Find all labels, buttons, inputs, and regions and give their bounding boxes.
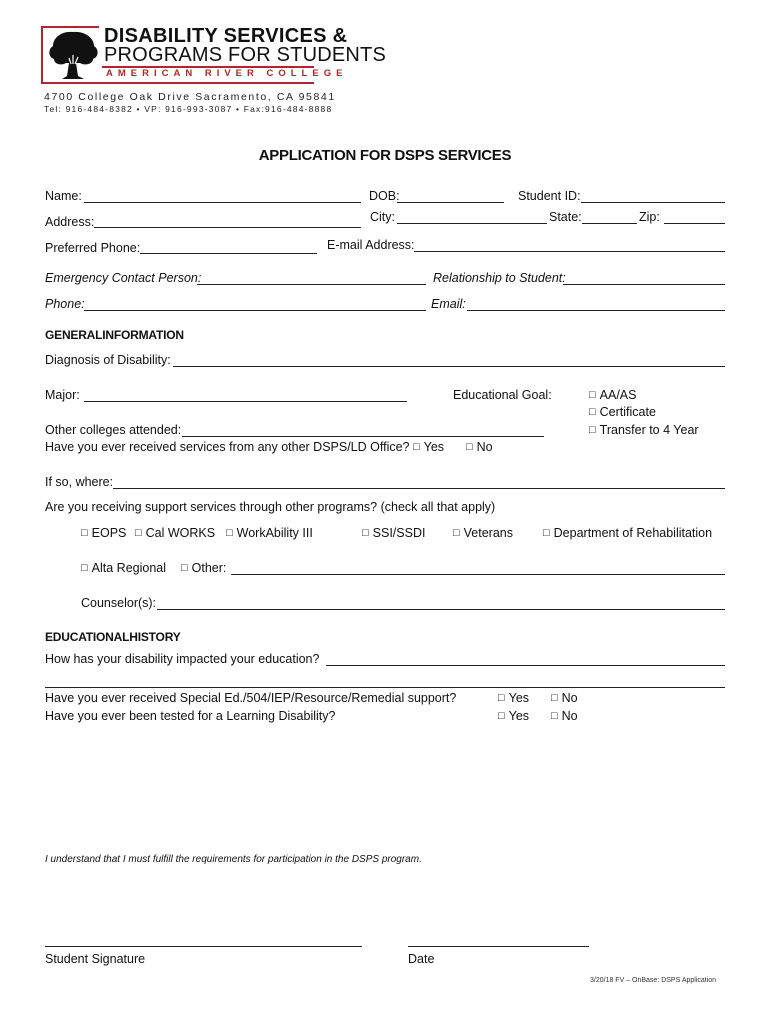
email-label: Email: <box>431 297 466 311</box>
college-contact: Tel: 916-484-8382 • VP: 916-993-3087 • Fax:916-484-8888 <box>44 104 333 114</box>
diagnosis-field[interactable] <box>173 366 725 367</box>
zip-field[interactable] <box>664 223 725 224</box>
program-veterans-checkbox[interactable]: □ Veterans <box>453 526 513 542</box>
name-field[interactable] <box>84 202 361 203</box>
if-so-where-label: If so, where: <box>45 475 114 489</box>
other-dsps-question: Have you ever received services from any other DSPS/LD Office? <box>45 440 410 454</box>
student-id-field[interactable] <box>581 202 725 203</box>
emergency-contact-label: Emergency Contact Person: <box>45 271 202 285</box>
ld-tested-no-checkbox[interactable]: □ No <box>551 709 578 725</box>
other-colleges-field[interactable] <box>182 436 544 437</box>
state-label: State: <box>549 210 582 224</box>
student-id-label: Student ID: <box>518 189 581 203</box>
college-name: AMERICAN RIVER COLLEGE <box>106 68 348 79</box>
program-alta-regional-checkbox[interactable]: □ Alta Regional <box>81 561 166 577</box>
state-field[interactable] <box>582 223 637 224</box>
program-calworks-checkbox[interactable]: □ Cal WORKS <box>135 526 215 542</box>
impact-question: How has your disability impacted your education? <box>45 652 320 666</box>
other-colleges-label: Other colleges attended: <box>45 423 182 437</box>
email-field[interactable] <box>467 310 725 311</box>
dob-label: DOB: <box>369 189 400 203</box>
other-dsps-no-checkbox[interactable]: □ No <box>466 440 493 456</box>
diagnosis-label: Diagnosis of Disability: <box>45 353 171 367</box>
goal-option-aa-as[interactable]: □ AA/AS <box>589 388 636 404</box>
college-address: 4700 College Oak Drive Sacramento, CA 95841 <box>44 91 336 103</box>
preferred-phone-label: Preferred Phone: <box>45 241 141 255</box>
impact-field-line2[interactable] <box>45 687 725 688</box>
org-name-line1: DISABILITY SERVICES & <box>104 25 348 47</box>
tree-icon <box>45 28 101 82</box>
dob-field[interactable] <box>397 202 504 203</box>
counselors-label: Counselor(s): <box>81 596 157 610</box>
address-label: Address: <box>45 215 95 229</box>
counselors-field[interactable] <box>157 609 725 610</box>
goal-option-certificate[interactable]: □ Certificate <box>589 405 656 421</box>
footer-note: 3/20/18 FV – OnBase: DSPS Application <box>590 977 717 984</box>
agreement-statement: I understand that I must fulfill the requirements for participation in the DSPS program. <box>45 854 422 865</box>
support-programs-question: Are you receiving support services through other programs? (check all that apply) <box>45 500 496 514</box>
preferred-phone-field[interactable] <box>140 253 317 254</box>
special-ed-question: Have you ever received Special Ed./504/IEP/Resource/Remedial support? <box>45 691 457 705</box>
program-workability-checkbox[interactable]: □ WorkAbility III <box>226 526 313 542</box>
student-signature-label: Student Signature <box>45 952 146 966</box>
date-label: Date <box>408 952 435 966</box>
educational-history-heading: EDUCATIONALHISTORY <box>45 630 181 644</box>
relationship-field[interactable] <box>563 284 725 285</box>
program-ssi-ssdi-checkbox[interactable]: □ SSI/SSDI <box>362 526 425 542</box>
page-title: APPLICATION FOR DSPS SERVICES <box>258 147 512 164</box>
city-field[interactable] <box>397 223 547 224</box>
date-field[interactable] <box>408 946 589 947</box>
emergency-contact-field[interactable] <box>197 284 426 285</box>
program-rehabilitation-checkbox[interactable]: □ Department of Rehabilitation <box>543 526 712 542</box>
org-name-line2: PROGRAMS FOR STUDENTS <box>104 44 386 66</box>
name-label: Name: <box>45 189 82 203</box>
major-label: Major: <box>45 388 80 402</box>
header-rule-bottom <box>43 82 314 84</box>
if-so-where-field[interactable] <box>113 488 725 489</box>
general-information-heading: GENERALINFORMATION <box>45 328 184 342</box>
program-other-checkbox[interactable]: □ Other: <box>181 561 226 577</box>
relationship-label: Relationship to Student: <box>433 271 566 285</box>
program-eops-checkbox[interactable]: □ EOPS <box>81 526 126 542</box>
other-dsps-yes-checkbox[interactable]: □ Yes <box>413 440 444 456</box>
city-label: City: <box>370 210 395 224</box>
student-signature-field[interactable] <box>45 946 362 947</box>
special-ed-no-checkbox[interactable]: □ No <box>551 691 578 707</box>
email-address-field[interactable] <box>414 251 725 252</box>
phone-field[interactable] <box>84 310 426 311</box>
phone-label: Phone: <box>45 297 85 311</box>
ld-tested-yes-checkbox[interactable]: □ Yes <box>498 709 529 725</box>
special-ed-yes-checkbox[interactable]: □ Yes <box>498 691 529 707</box>
major-field[interactable] <box>84 401 407 402</box>
educational-goal-label: Educational Goal: <box>453 388 552 402</box>
zip-label: Zip: <box>639 210 660 224</box>
email-address-label: E-mail Address: <box>327 238 415 252</box>
goal-option-transfer[interactable]: □ Transfer to 4 Year <box>589 423 699 439</box>
logo-frame-side <box>41 26 43 83</box>
impact-field[interactable] <box>326 665 725 666</box>
address-field[interactable] <box>94 227 361 228</box>
program-other-field[interactable] <box>231 574 725 575</box>
ld-tested-question: Have you ever been tested for a Learning Disability? <box>45 709 336 723</box>
